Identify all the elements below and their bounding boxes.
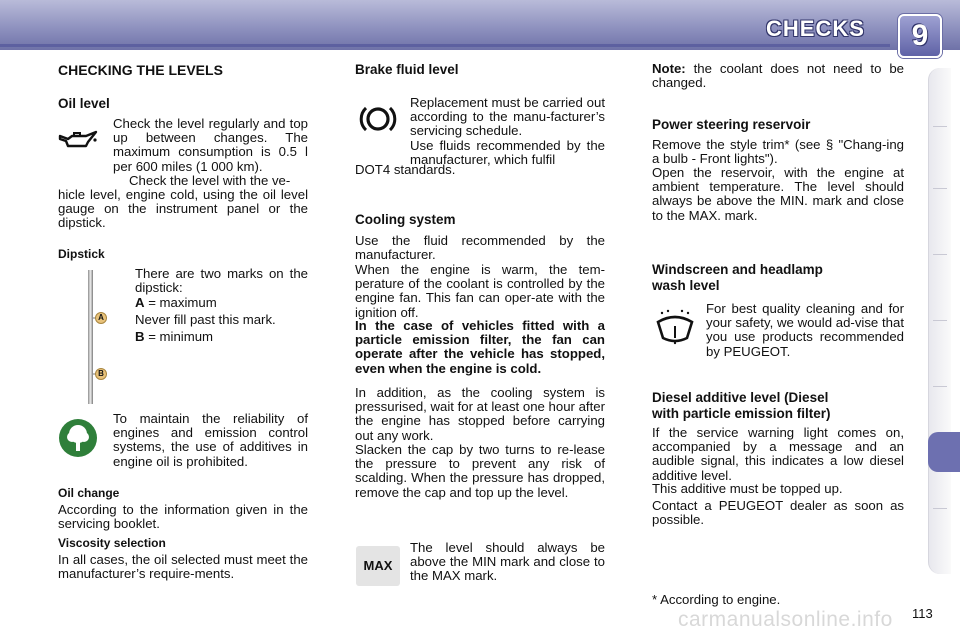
washer-heading-line-1: Windscreen and headlamp bbox=[652, 262, 823, 277]
power-steering-paragraph-1: Remove the style trim* (see § "Chang-ing a bulb - Front lights"). bbox=[652, 137, 904, 167]
cooling-paragraph-4: In addition, as the cooling system is pressurised, wait for at least one hour after the engine has stopped before carrying out any work. bbox=[355, 385, 605, 443]
chapter-number-badge: 9 bbox=[898, 14, 942, 58]
oil-level-paragraph-2-first: Check the level with the ve- bbox=[129, 173, 291, 188]
header-rule bbox=[0, 44, 890, 47]
note-label: Note: bbox=[652, 61, 686, 76]
watermark: carmanualsonline.info bbox=[678, 608, 893, 631]
power-steering-heading: Power steering reservoir bbox=[652, 117, 811, 132]
dipstick-mark-a-line bbox=[135, 296, 217, 310]
mark-a-label: A bbox=[135, 295, 145, 310]
max-icon-label: MAX bbox=[363, 558, 393, 573]
oil-can-icon bbox=[58, 128, 98, 154]
dipstick-warning: Never fill past this mark. bbox=[135, 312, 276, 327]
dipstick-mark-b: B bbox=[98, 369, 104, 378]
max-icon bbox=[356, 546, 400, 586]
dipstick-illustration bbox=[84, 270, 114, 410]
power-steering-paragraph-2: Open the reservoir, with the engine at ambient temperature. The level should always be above the MIN. mark and close to the MAX. mark. bbox=[652, 165, 904, 223]
mark-a-text: = maximum bbox=[144, 295, 217, 310]
cooling-paragraph-3-warning: In the case of vehicles fitted with a particle emission filter, the fan can operate after the vehicle has stopped, even when the engine is cold. bbox=[355, 318, 605, 376]
additives-warning: To maintain the reliability of engines and emission control systems, the use of additives in engine oil is prohibited. bbox=[113, 411, 308, 469]
mark-b-text: = minimum bbox=[144, 329, 214, 344]
oil-level-paragraph-2-rest: hicle level, engine cold, using the oil level gauge on the instrument panel or the dipstick. bbox=[58, 187, 308, 231]
oil-change-heading: Oil change bbox=[58, 486, 120, 500]
washer-heading-line-2: wash level bbox=[652, 278, 720, 293]
page-number: 113 bbox=[912, 606, 933, 621]
mark-b-label: B bbox=[135, 329, 145, 344]
cooling-paragraph-5: Slacken the cap by two turns to re-lease the pressure to prevent any risk of scalding. When the pressure has dropped, remove the cap and top up the level. bbox=[355, 442, 605, 500]
brake-paragraph-2-first: Use fluids recommended by the manufacturer, which fulfil bbox=[410, 138, 605, 168]
main-title: CHECKING THE LEVELS bbox=[58, 62, 223, 78]
viscosity-text: In all cases, the oil selected must meet the manufacturer’s require-ments. bbox=[58, 552, 308, 582]
washer-text: For best quality cleaning and for your safety, we would ad-vise that you use products recommended by PEUGEOT. bbox=[706, 301, 904, 359]
environment-tree-icon bbox=[58, 418, 98, 458]
oil-level-paragraph-1: Check the level regularly and top up between changes. The maximum consumption is 0.5 l per 600 miles (1 000 km). bbox=[113, 116, 308, 174]
brake-warning-icon bbox=[358, 104, 398, 134]
dipstick-intro: There are two marks on the dipstick: bbox=[135, 266, 308, 296]
diesel-additive-paragraph-1: If the service warning light comes on, accompanied by a message and an audible signal, this indicates a low diesel additive level. bbox=[652, 425, 904, 483]
brake-paragraph-1: Replacement must be carried out according to the manu-facturer’s servicing schedule. bbox=[410, 95, 605, 139]
diesel-additive-paragraph-3: Contact a PEUGEOT dealer as soon as possible. bbox=[652, 498, 904, 528]
dipstick-heading: Dipstick bbox=[58, 247, 105, 261]
coolant-note bbox=[652, 62, 904, 90]
dipstick-mark-b-line bbox=[135, 330, 213, 344]
cooling-paragraph-2: When the engine is warm, the tem-perature of the coolant is controlled by the engine fan. This fan can oper-ate with the ignition off. bbox=[355, 262, 605, 320]
diesel-additive-heading-line-1: Diesel additive level (Diesel bbox=[652, 390, 829, 405]
dipstick-mark-a: A bbox=[98, 313, 104, 322]
diesel-additive-paragraph-2: This additive must be topped up. bbox=[652, 481, 843, 496]
oil-change-text: According to the information given in the servicing booklet. bbox=[58, 502, 308, 532]
max-level-text: The level should always be above the MIN mark and close to the MAX mark. bbox=[410, 540, 605, 584]
cooling-paragraph-1: Use the fluid recommended by the manufacturer. bbox=[355, 233, 605, 263]
footnote: * According to engine. bbox=[652, 592, 781, 607]
chapter-title: CHECKS bbox=[766, 16, 865, 41]
thumb-index-tab-checks[interactable] bbox=[928, 432, 960, 472]
thumb-index-rail bbox=[928, 68, 951, 574]
brake-fluid-heading: Brake fluid level bbox=[355, 62, 459, 77]
brake-paragraph-2-rest: DOT4 standards. bbox=[355, 162, 456, 177]
note-text: the coolant does not need to be changed. bbox=[652, 61, 904, 91]
viscosity-heading: Viscosity selection bbox=[58, 536, 166, 550]
cooling-system-heading: Cooling system bbox=[355, 212, 456, 227]
diesel-additive-heading-line-2: with particle emission filter) bbox=[652, 406, 831, 421]
washer-fluid-icon bbox=[654, 308, 696, 346]
oil-level-heading: Oil level bbox=[58, 96, 110, 111]
